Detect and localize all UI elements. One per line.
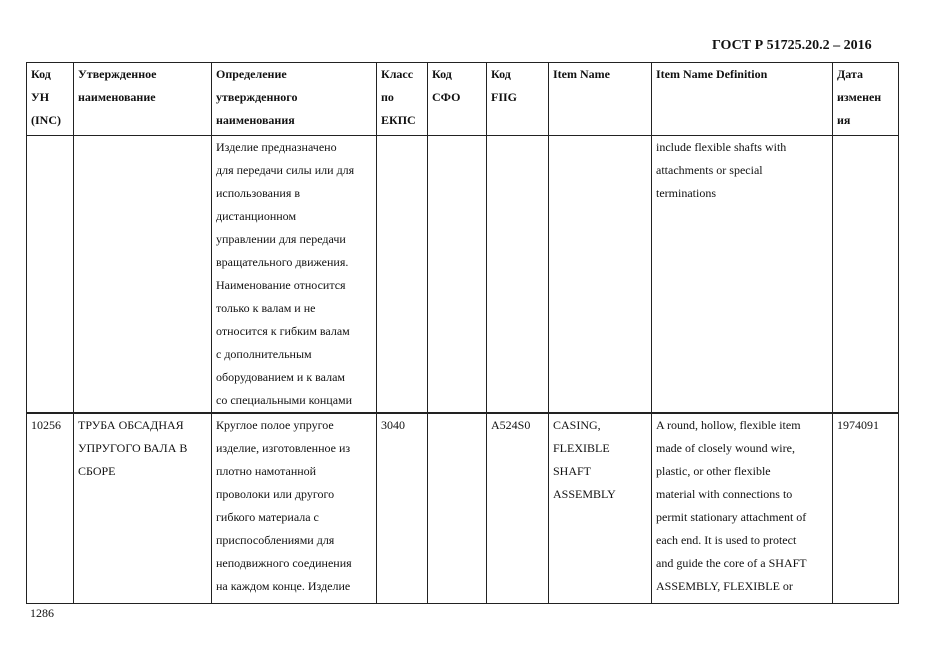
page-number: 1286: [30, 606, 54, 620]
cell-approved-name: [74, 136, 212, 414]
header-item-name: Item Name: [549, 63, 652, 136]
cell-name-definition: Изделие предназначено для передачи силы или для использования в дистанционном управлении для передачи вращательного движения. Наименование относится только к валам и не относится к гибким валам с дополнительным оборудованием и к валам со специальными концами: [212, 136, 377, 414]
header-name-definition: Определение утвержденного наименования: [212, 63, 377, 136]
catalog-table: [26, 62, 899, 604]
cell-item-name-definition: A round, hollow, flexible item made of closely wound wire, plastic, or other flexible material with connections to permit stationary attachment of each end. It is used to protect and guide the core of a SHAFT ASSEMBLY, FLEXIBLE or: [652, 413, 833, 603]
header-sfo-code: Код СФО: [428, 63, 487, 136]
standard-number: ГОСТ Р 51725.20.2 – 2016: [712, 38, 872, 53]
cell-item-name: CASING, FLEXIBLE SHAFT ASSEMBLY: [549, 413, 652, 603]
cell-class: 3040: [377, 413, 428, 603]
cell-fiig-code: A524S0: [487, 413, 549, 603]
header-class: Класс по ЕКПС: [377, 63, 428, 136]
header-change-date: Дата изменен ия: [833, 63, 899, 136]
header-approved-name: Утвержденное наименование: [74, 63, 212, 136]
cell-change-date: 1974091: [833, 413, 899, 603]
cell-sfo-code: [428, 136, 487, 414]
table-row: [27, 136, 899, 414]
cell-name-definition: Круглое полое упругое изделие, изготовленное из плотно намотанной проволоки или другого гибкого материала с приспособлениями для неподвижного соединения на каждом конце. Изделие: [212, 413, 377, 603]
cell-change-date: [833, 136, 899, 414]
header-item-name-definition: Item Name Definition: [652, 63, 833, 136]
cell-item-name-definition: include flexible shafts with attachments or special terminations: [652, 136, 833, 414]
cell-sfo-code: [428, 413, 487, 603]
header-inc-code: Код УН (INC): [27, 63, 74, 136]
cell-inc-code: 10256: [27, 413, 74, 603]
table-row: [27, 413, 899, 603]
cell-fiig-code: [487, 136, 549, 414]
cell-class: [377, 136, 428, 414]
cell-item-name: [549, 136, 652, 414]
header-fiig-code: Код FIIG: [487, 63, 549, 136]
cell-inc-code: [27, 136, 74, 414]
header-row: [27, 63, 899, 136]
cell-approved-name: ТРУБА ОБСАДНАЯ УПРУГОГО ВАЛА В СБОРЕ: [74, 413, 212, 603]
